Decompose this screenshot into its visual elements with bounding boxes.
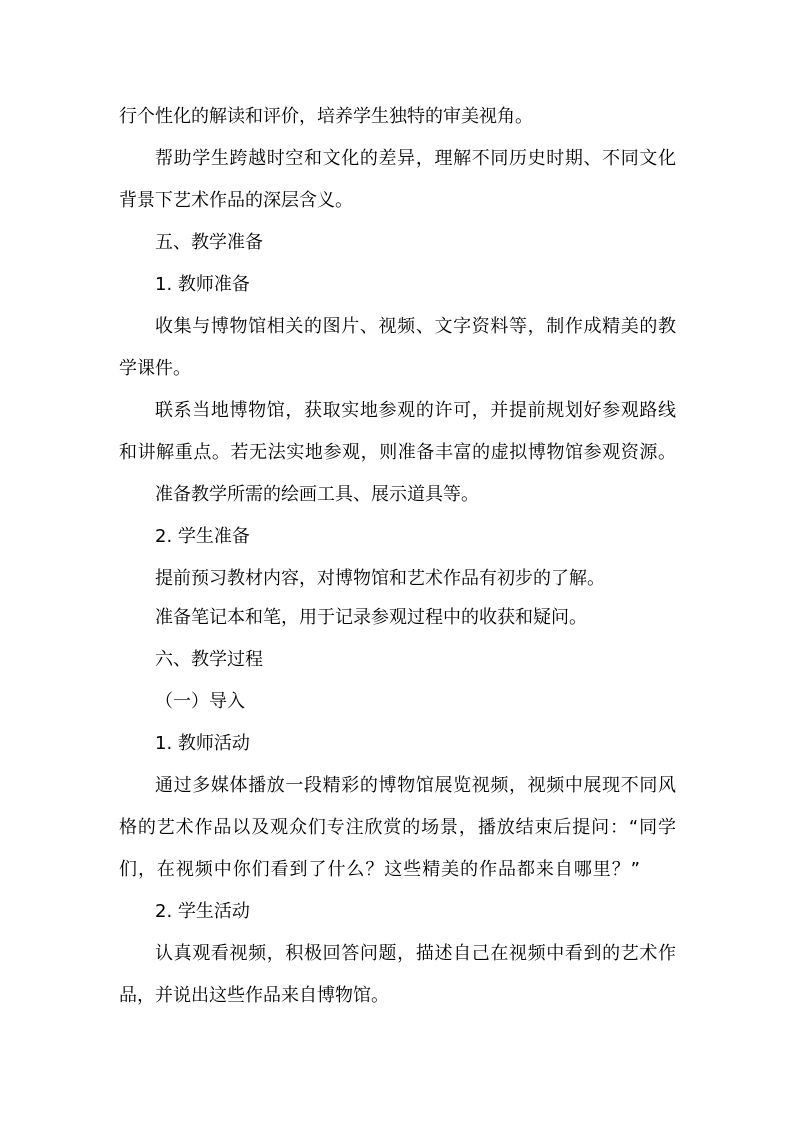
- text-line: 提前预习教材内容，对博物馆和艺术作品有初步的了解。: [155, 568, 605, 589]
- text-line: 认真观看视频，积极回答问题，描述自己在视频中看到的艺术作: [155, 943, 676, 964]
- text-line: 和讲解重点。若无法实地参观，则准备丰富的虚拟博物馆参观资源。: [119, 442, 676, 463]
- text-line: 通过多媒体播放一段精彩的博物馆展览视频，视频中展现不同风: [155, 775, 676, 796]
- subsection-heading: 1. 教师准备: [155, 274, 250, 295]
- text-line: 品，并说出这些作品来自博物馆。: [119, 985, 389, 1006]
- subsection-heading: 2. 学生准备: [155, 526, 250, 547]
- text-line: 学课件。: [119, 358, 191, 379]
- text-line: 帮助学生跨越时空和文化的差异，理解不同历史时期、不同文化: [155, 148, 676, 169]
- text-line: 背景下艺术作品的深层含义。: [119, 190, 353, 211]
- text-line: 们，在视频中你们看到了什么？这些精美的作品都来自哪里？”: [119, 859, 640, 880]
- section-heading: 五、教学准备: [155, 232, 263, 253]
- text-line: 联系当地博物馆，获取实地参观的许可，并提前规划好参观路线: [155, 400, 676, 421]
- text-line: 准备教学所需的绘画工具、展示道具等。: [155, 484, 479, 505]
- text-line: 收集与博物馆相关的图片、视频、文字资料等，制作成精美的教: [155, 316, 676, 337]
- text-line: 准备笔记本和笔，用于记录参观过程中的收获和疑问。: [155, 607, 587, 628]
- text-line: 格的艺术作品以及观众们专注欣赏的场景，播放结束后提问：“同学: [119, 817, 676, 838]
- text-line: 行个性化的解读和评价，培养学生独特的审美视角。: [119, 106, 533, 127]
- subsection-heading: （一）导入: [155, 691, 245, 712]
- subsection-heading: 2. 学生活动: [155, 901, 250, 922]
- subsection-heading: 1. 教师活动: [155, 733, 250, 754]
- section-heading: 六、教学过程: [155, 649, 263, 670]
